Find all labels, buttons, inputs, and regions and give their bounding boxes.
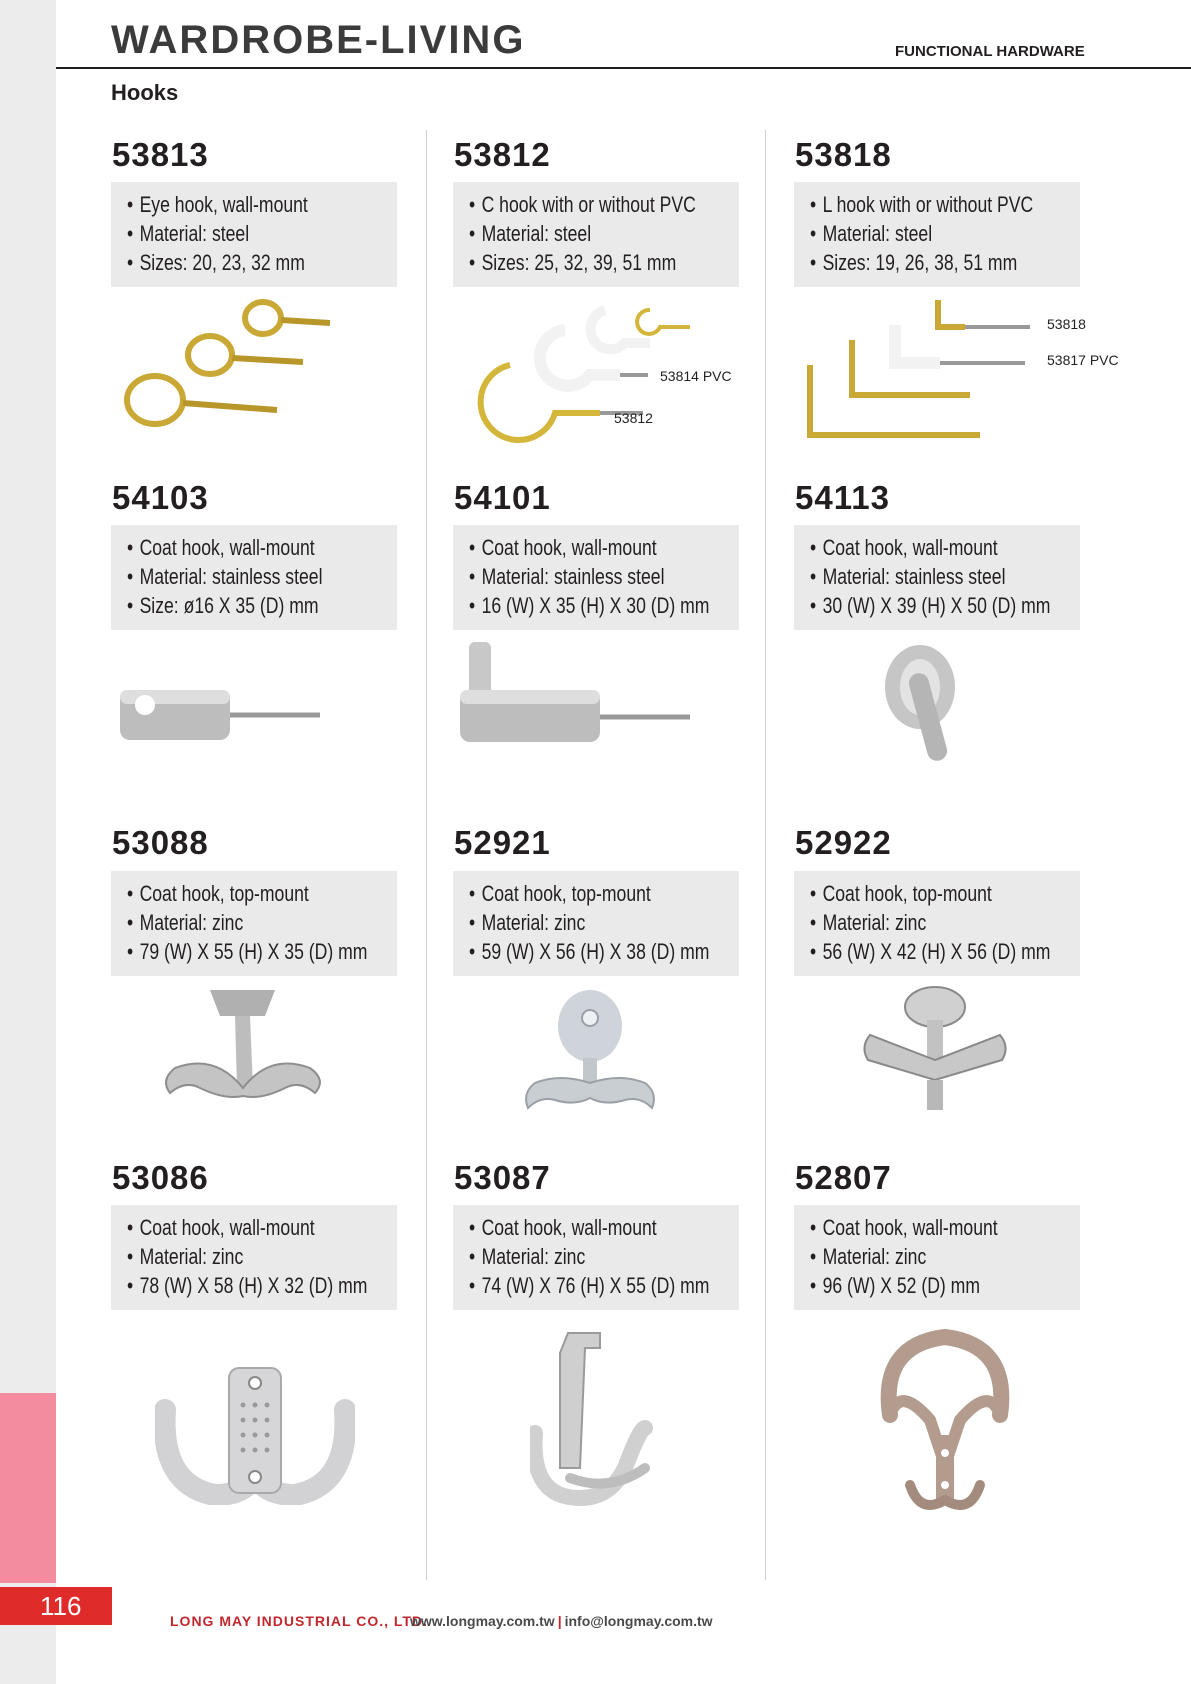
arch-hook-icon xyxy=(870,1325,1020,1525)
spec-item: • Material: steel xyxy=(469,219,685,248)
spec-item: • Sizes: 20, 23, 32 mm xyxy=(127,248,343,277)
round-base-hook-icon xyxy=(880,642,990,772)
spec-item: • Material: zinc xyxy=(469,1242,685,1271)
spec-item: • 16 (W) X 35 (H) X 30 (D) mm xyxy=(469,591,685,620)
double-hook-top-icon xyxy=(155,988,335,1118)
spec-item: • Material: stainless steel xyxy=(810,562,1026,591)
spec-item: • Coat hook, wall-mount xyxy=(469,1213,685,1242)
sidebar-accent xyxy=(0,1393,56,1583)
category-label: FUNCTIONAL HARDWARE xyxy=(895,43,1085,60)
spec-item: • 56 (W) X 42 (H) X 56 (D) mm xyxy=(810,937,1026,966)
spec-box xyxy=(453,182,739,287)
product-code: 53086 xyxy=(112,1159,209,1196)
spec-box xyxy=(794,525,1080,630)
spec-box xyxy=(794,182,1080,287)
spec-item: • Coat hook, wall-mount xyxy=(810,533,1026,562)
spec-item: • Material: zinc xyxy=(810,908,1026,937)
spec-item: • Coat hook, wall-mount xyxy=(810,1213,1026,1242)
product-code: 54101 xyxy=(454,479,551,516)
cylinder-hook-icon xyxy=(115,680,325,750)
spec-box xyxy=(453,525,739,630)
knob-double-hook-icon xyxy=(520,988,670,1118)
spec-item: • Material: zinc xyxy=(469,908,685,937)
triple-hook-icon xyxy=(860,985,1015,1120)
plate-double-hook-icon xyxy=(155,1365,355,1505)
product-code: 52807 xyxy=(795,1159,892,1196)
spec-item: • Coat hook, top-mount xyxy=(127,879,343,908)
separator: | xyxy=(557,1613,562,1629)
header-rule xyxy=(56,67,1191,69)
bracket-double-hook-icon xyxy=(530,1328,680,1508)
spec-item: • Material: stainless steel xyxy=(469,562,685,591)
email-link[interactable]: info@longmay.com.tw xyxy=(564,1613,713,1629)
peg-hook-icon xyxy=(455,642,695,747)
spec-item: • 74 (W) X 76 (H) X 55 (D) mm xyxy=(469,1271,685,1300)
spec-box xyxy=(794,1205,1080,1310)
page-title: WARDROBE-LIVING xyxy=(111,18,526,62)
spec-box xyxy=(794,871,1080,976)
variant-label: 53812 xyxy=(614,410,653,426)
product-code: 53812 xyxy=(454,136,551,173)
spec-box xyxy=(111,525,397,630)
spec-item: • Material: zinc xyxy=(127,908,343,937)
spec-box xyxy=(453,1205,739,1310)
spec-item: • Material: zinc xyxy=(810,1242,1026,1271)
column-divider xyxy=(426,130,427,1580)
spec-item: • L hook with or without PVC xyxy=(810,190,1026,219)
spec-item: • Size: ø16 X 35 (D) mm xyxy=(127,591,343,620)
spec-box xyxy=(111,871,397,976)
spec-item: • Coat hook, wall-mount xyxy=(127,533,343,562)
product-code: 52921 xyxy=(454,824,551,861)
page-number: 116 xyxy=(0,1587,112,1625)
product-code: 53813 xyxy=(112,136,209,173)
website-link[interactable]: www.longmay.com.tw xyxy=(410,1613,555,1629)
spec-item: • 79 (W) X 55 (H) X 35 (D) mm xyxy=(127,937,343,966)
spec-item: • Coat hook, top-mount xyxy=(469,879,685,908)
product-code: 53087 xyxy=(454,1159,551,1196)
product-code: 54103 xyxy=(112,479,209,516)
spec-item: • 30 (W) X 39 (H) X 50 (D) mm xyxy=(810,591,1026,620)
l-hook-icon xyxy=(800,295,1040,455)
spec-box xyxy=(111,1205,397,1310)
spec-item: • Material: zinc xyxy=(127,1242,343,1271)
spec-item: • 59 (W) X 56 (H) X 38 (D) mm xyxy=(469,937,685,966)
spec-item: • 78 (W) X 58 (H) X 32 (D) mm xyxy=(127,1271,343,1300)
spec-item: • Eye hook, wall-mount xyxy=(127,190,343,219)
spec-item: • Material: steel xyxy=(810,219,1026,248)
column-divider xyxy=(765,130,766,1580)
spec-item: • Sizes: 25, 32, 39, 51 mm xyxy=(469,248,685,277)
spec-item: • Coat hook, wall-mount xyxy=(127,1213,343,1242)
product-code: 53088 xyxy=(112,824,209,861)
spec-item: • Sizes: 19, 26, 38, 51 mm xyxy=(810,248,1026,277)
spec-item: • Material: stainless steel xyxy=(127,562,343,591)
eye-hook-icon xyxy=(115,295,345,455)
product-code: 53818 xyxy=(795,136,892,173)
variant-label: 53818 xyxy=(1047,316,1086,332)
spec-item: • Coat hook, top-mount xyxy=(810,879,1026,908)
section-title: Hooks xyxy=(111,80,179,105)
spec-box xyxy=(453,871,739,976)
variant-label: 53814 PVC xyxy=(660,368,732,384)
spec-item: • Material: steel xyxy=(127,219,343,248)
spec-item: • 96 (W) X 52 (D) mm xyxy=(810,1271,1026,1300)
product-code: 52922 xyxy=(795,824,892,861)
spec-item: • C hook with or without PVC xyxy=(469,190,685,219)
company-name: LONG MAY INDUSTRIAL CO., LTD. xyxy=(170,1613,428,1629)
spec-item: • Coat hook, wall-mount xyxy=(469,533,685,562)
product-code: 54113 xyxy=(795,479,890,516)
contact-line xyxy=(410,1613,713,1629)
spec-box xyxy=(111,182,397,287)
variant-label: 53817 PVC xyxy=(1047,352,1119,368)
